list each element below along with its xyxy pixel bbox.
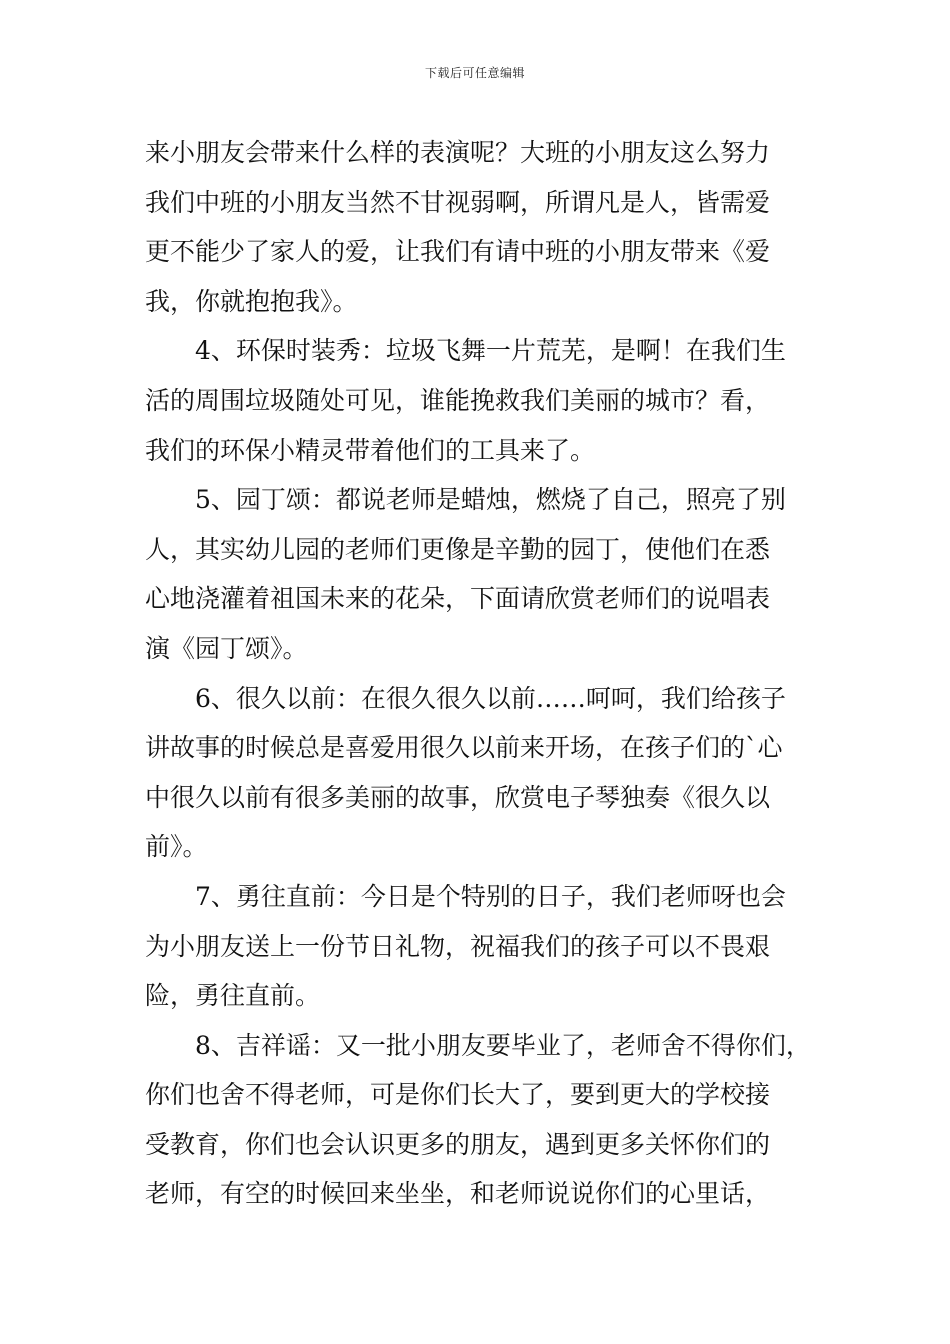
text-line: 我，你就抱抱我》。 xyxy=(145,286,358,316)
text-line: 老师，有空的时候回来坐坐，和老师说说你们的心里话， xyxy=(145,1179,771,1209)
paragraph-start-line: 5、园丁颂：都说老师是蜡烛，燃烧了自己，照亮了别 xyxy=(195,485,786,515)
paragraph-start-line: 7、勇往直前：今日是个特别的日子，我们老师呀也会 xyxy=(195,881,786,911)
text-line: 更不能少了家人的爱，让我们有请中班的小朋友带来《爱 xyxy=(145,237,771,267)
text-line: 我们中班的小朋友当然不甘视弱啊，所谓凡是人，皆需爱 xyxy=(145,187,771,217)
text-line: 中很久以前有很多美丽的故事，欣赏电子琴独奏《很久以 xyxy=(145,782,771,812)
document-body xyxy=(145,128,817,1219)
text-line: 你们也舍不得老师，可是你们长大了，要到更大的学校接 xyxy=(145,1080,771,1110)
paragraph-start-line: 4、环保时装秀：垃圾飞舞一片荒芜，是啊！在我们生 xyxy=(195,336,786,366)
paragraph-start-line: 6、很久以前：在很久很久以前……呵呵，我们给孩子 xyxy=(195,683,786,713)
text-line: 演《园丁颂》。 xyxy=(145,633,308,663)
text-line: 受教育，你们也会认识更多的朋友，遇到更多关怀你们的 xyxy=(145,1129,771,1159)
text-line: 心地浇灌着祖国未来的花朵，下面请欣赏老师们的说唱表 xyxy=(145,584,771,614)
text-line: 人，其实幼儿园的老师们更像是辛勤的园丁，使他们在悉 xyxy=(145,534,771,564)
text-line: 活的周围垃圾随处可见，谁能挽救我们美丽的城市？看， xyxy=(145,385,771,415)
text-line: 为小朋友送上一份节日礼物，祝福我们的孩子可以不畏艰 xyxy=(145,931,771,961)
page-header: 下载后可任意编辑 xyxy=(424,66,525,80)
text-line: 来小朋友会带来什么样的表演呢？大班的小朋友这么努力 xyxy=(145,138,771,167)
text-line: 讲故事的时候总是喜爱用很久以前来开场，在孩子们的`心 xyxy=(145,733,783,763)
text-line: 我们的环保小精灵带着他们的工具来了。 xyxy=(145,435,596,465)
text-line: 前》。 xyxy=(145,832,208,862)
paragraph-start-line: 8、吉祥谣：又一批小朋友要毕业了，老师舍不得你们， xyxy=(195,1030,811,1060)
text-line: 险，勇往直前。 xyxy=(145,981,321,1011)
